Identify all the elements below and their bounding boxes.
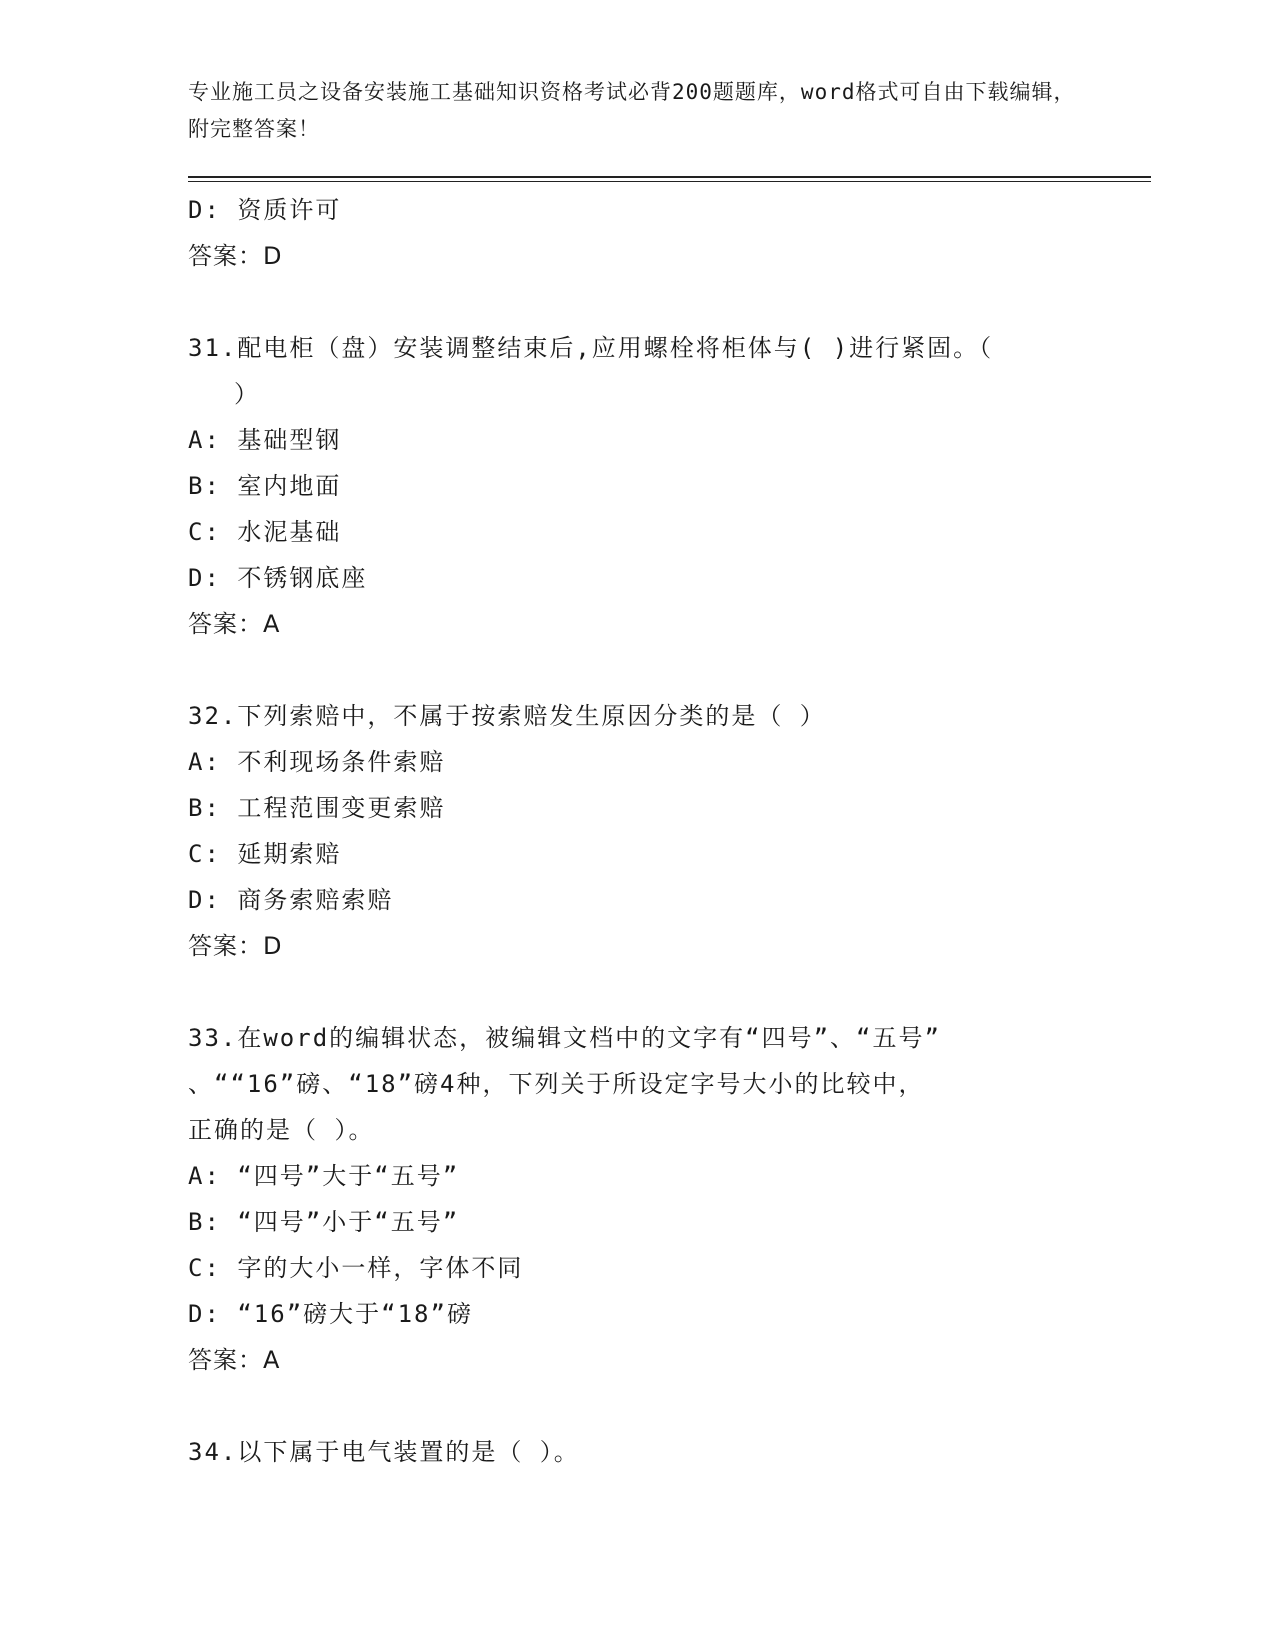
question-32 — [188, 693, 1078, 969]
option-a — [188, 739, 1078, 785]
option-letter: C: — [188, 1254, 221, 1282]
option-letter: C: — [188, 840, 221, 868]
option-d — [188, 555, 1078, 601]
option-c — [188, 831, 1078, 877]
option-text: 水泥基础 — [237, 518, 342, 546]
option-d — [188, 1291, 1078, 1337]
option-a — [188, 1153, 1078, 1199]
option-letter: A: — [188, 426, 221, 454]
question-stem-continued: 、““16”磅、“18”磅4种，下列关于所设定字号大小的比较中， — [188, 1070, 925, 1098]
question-stem-continued: ） — [234, 380, 260, 408]
option-c — [188, 509, 1078, 555]
option-text: 不利现场条件索赔 — [237, 748, 446, 776]
option-text: “四号”大于“五号” — [237, 1162, 460, 1190]
question-31 — [188, 325, 1078, 647]
option-text: 工程范围变更索赔 — [237, 794, 446, 822]
option-c — [188, 1245, 1078, 1291]
option-letter: B: — [188, 794, 221, 822]
question-stem: 34.以下属于电气装置的是（ ）。 — [188, 1438, 580, 1466]
option-letter: B: — [188, 472, 221, 500]
option-text: 室内地面 — [237, 472, 342, 500]
option-letter: B: — [188, 1208, 221, 1236]
option-letter: A: — [188, 748, 221, 776]
question-30-tail — [188, 187, 1078, 279]
option-d — [188, 187, 1078, 233]
option-text: 不锈钢底座 — [237, 564, 368, 592]
document-header: 专业施工员之设备安装施工基础知识资格考试必背200题题库，word格式可自由下载编辑，附完整答案！ — [188, 80, 1076, 141]
option-letter: A: — [188, 1162, 221, 1190]
option-letter: D: — [188, 886, 221, 914]
question-stem: 32.下列索赔中，不属于按索赔发生原因分类的是（ ） — [188, 702, 826, 730]
option-b — [188, 463, 1078, 509]
question-34 — [188, 1429, 1078, 1475]
option-letter: C: — [188, 518, 221, 546]
option-text: 基础型钢 — [237, 426, 342, 454]
question-stem: 33.在word的编辑状态，被编辑文档中的文字有“四号”、“五号” — [188, 1024, 941, 1052]
option-text: 延期索赔 — [237, 840, 342, 868]
header-divider-thick — [188, 176, 1151, 178]
header-divider-thin — [188, 181, 1151, 182]
question-stem: 31.配电柜（盘）安装调整结束后,应用螺栓将柜体与( )进行紧固。（ — [188, 334, 994, 362]
option-letter: D: — [188, 564, 221, 592]
question-33 — [188, 1015, 1078, 1383]
document-body — [188, 187, 1078, 1475]
option-a — [188, 417, 1078, 463]
option-letter: D: — [188, 1300, 221, 1328]
option-text: 商务索赔索赔 — [237, 886, 394, 914]
answer-line: 答案：D — [188, 242, 283, 270]
answer-line: 答案：D — [188, 932, 283, 960]
option-d — [188, 877, 1078, 923]
option-b — [188, 1199, 1078, 1245]
option-b — [188, 785, 1078, 831]
answer-line: 答案：A — [188, 610, 281, 638]
answer-line: 答案：A — [188, 1346, 281, 1374]
option-letter: D: — [188, 196, 221, 224]
question-stem-continued: 正确的是（ ）。 — [188, 1116, 375, 1144]
option-text: 资质许可 — [237, 196, 342, 224]
option-text: 字的大小一样，字体不同 — [237, 1254, 524, 1282]
option-text: “四号”小于“五号” — [237, 1208, 460, 1236]
option-text: “16”磅大于“18”磅 — [237, 1300, 473, 1328]
